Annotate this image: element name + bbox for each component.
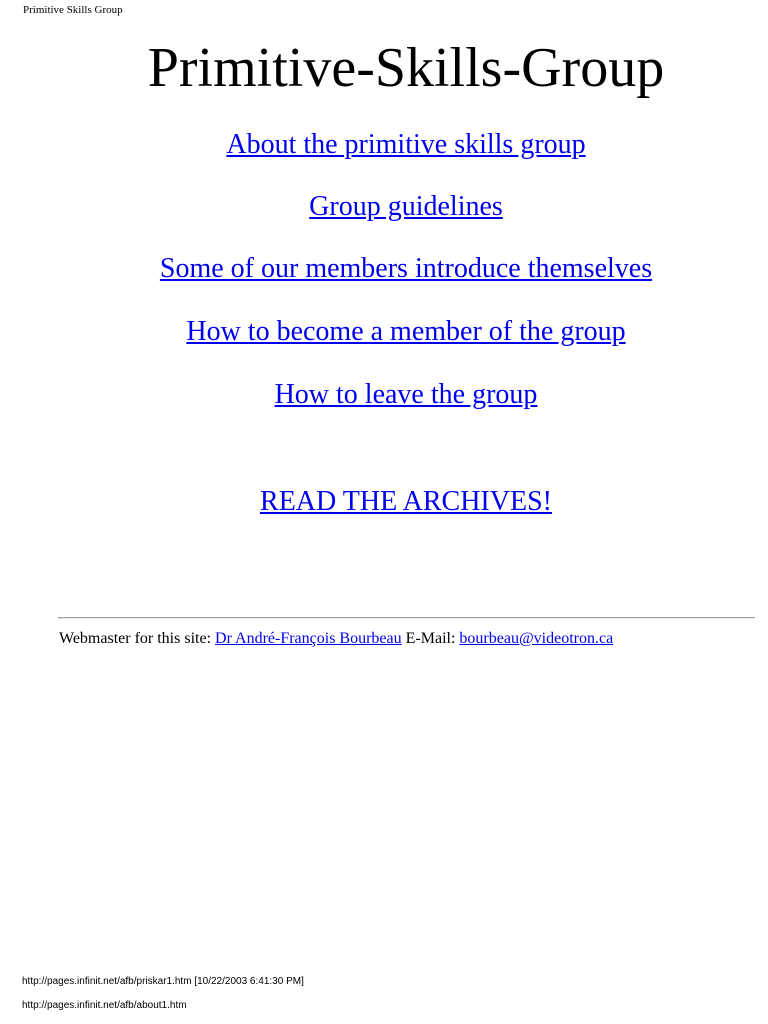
- read-archives-link[interactable]: READ THE ARCHIVES!: [260, 486, 552, 517]
- print-page-url-stamp: http://pages.infinit.net/afb/priskar1.htm [10/22/2003 6:41:30 PM]: [22, 976, 304, 987]
- page-title: Primitive-Skills-Group: [147, 37, 665, 99]
- nav-item-archives: [0, 486, 768, 518]
- email-prefix: E-Mail:: [405, 630, 456, 647]
- become-member-link[interactable]: How to become a member of the group: [186, 316, 626, 347]
- webmaster-prefix: Webmaster for this site:: [59, 630, 212, 647]
- group-guidelines-link[interactable]: Group guidelines: [309, 191, 503, 222]
- print-header-title: Primitive Skills Group: [23, 4, 123, 16]
- email-link[interactable]: bourbeau@videotron.ca: [459, 630, 614, 647]
- nav-item-guidelines: [0, 191, 768, 223]
- members-introduce-link[interactable]: Some of our members introduce themselves: [159, 253, 653, 284]
- leave-group-link[interactable]: How to leave the group: [274, 379, 538, 410]
- print-current-url: http://pages.infinit.net/afb/about1.htm: [22, 1000, 187, 1011]
- webmaster-name-link[interactable]: Dr André-François Bourbeau: [215, 630, 402, 647]
- about-group-link[interactable]: About the primitive skills group: [226, 129, 586, 160]
- nav-item-about: [0, 129, 768, 161]
- nav-item-leave: [0, 379, 768, 411]
- horizontal-divider: [58, 617, 755, 619]
- nav-item-join: [0, 316, 768, 348]
- nav-item-members: [0, 253, 768, 285]
- webmaster-footer: [59, 629, 613, 649]
